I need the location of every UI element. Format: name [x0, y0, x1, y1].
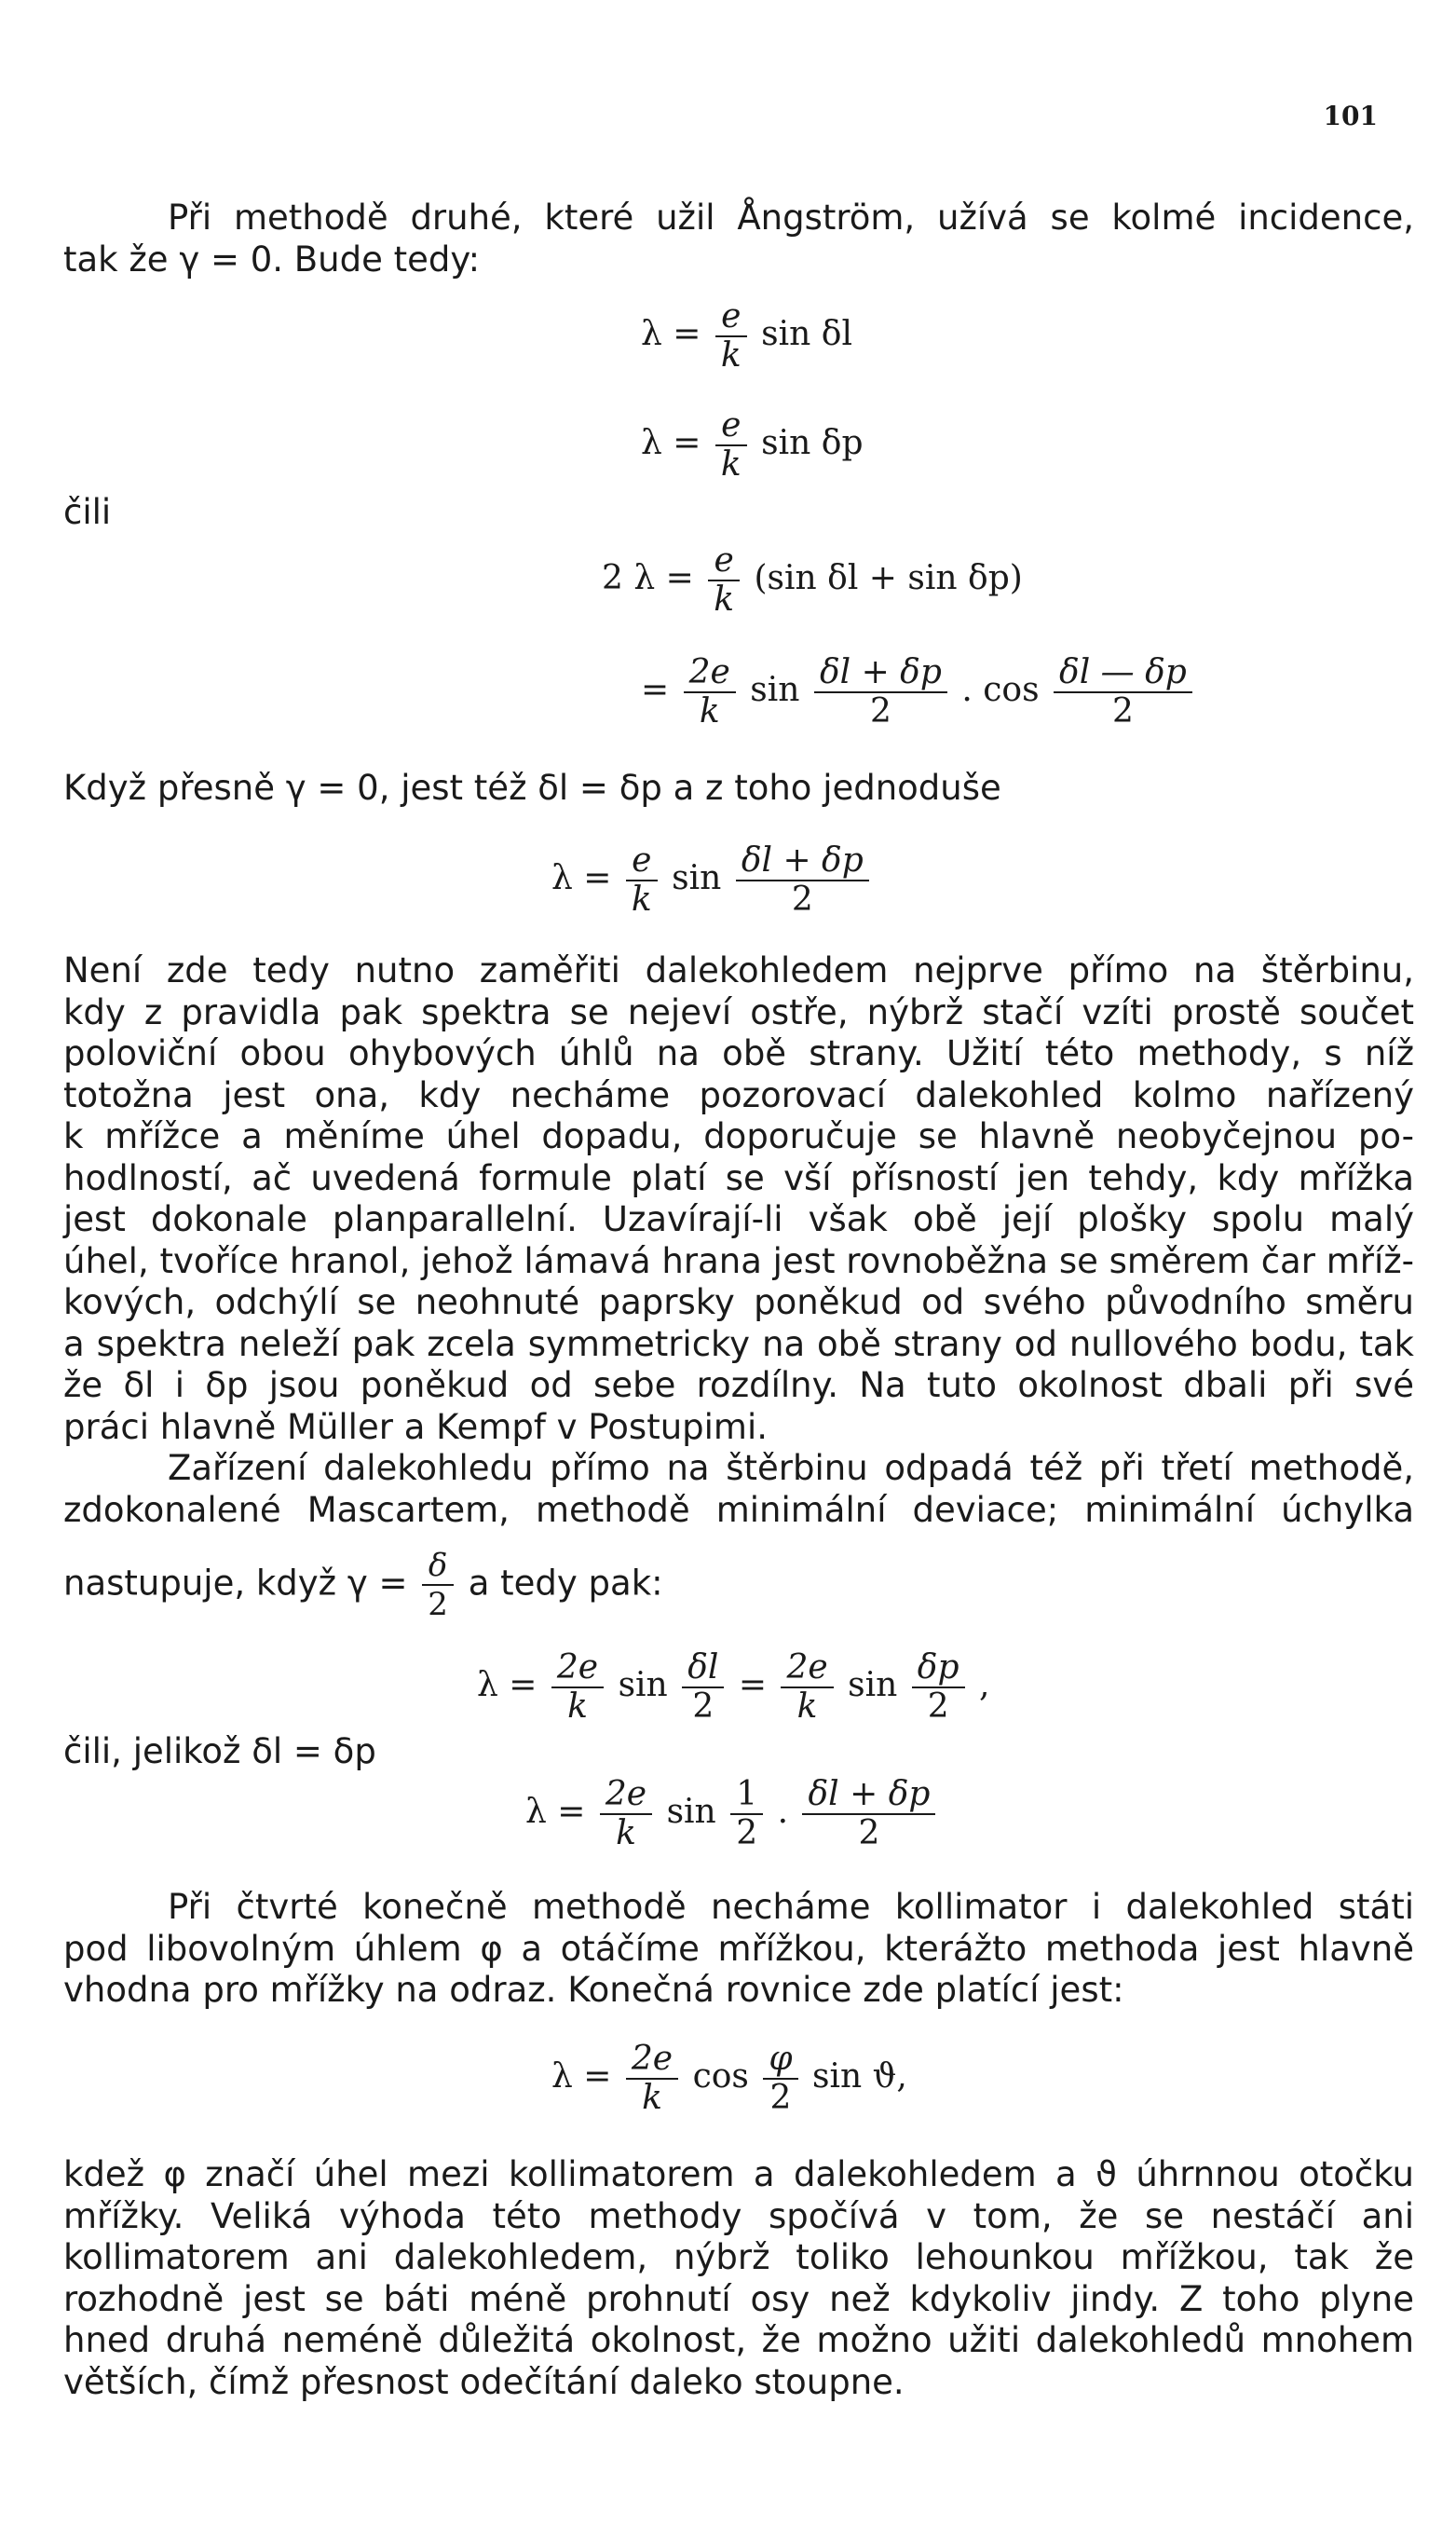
equation-5 [551, 842, 873, 919]
text-line: rozhodně jest se báti méně prohnutí osy než kdykoliv jindy. Z toho plyne [63, 2278, 1414, 2319]
sin-op: sin [618, 1666, 668, 1704]
eq-lhs: λ = [641, 315, 701, 353]
paragraph-intro [63, 198, 1414, 280]
fraction [600, 1776, 652, 1852]
text-line: jest dokonale planparallelní. Uzavírají-li však obě její plošky spolu malý [63, 1199, 1414, 1239]
denominator: k [796, 1687, 818, 1726]
eq-rest: sin δp [761, 424, 864, 462]
denominator: 2 [692, 1687, 714, 1726]
denominator: k [720, 445, 742, 484]
fraction [626, 2041, 678, 2117]
fraction [1054, 654, 1192, 731]
numerator: δ [422, 1547, 454, 1586]
denominator: k [631, 881, 652, 919]
text-line: pod libovolným úhlem φ a otáčíme mřížkou, kterážto methoda jest hlavně [63, 1928, 1414, 1969]
paragraph-simple [63, 768, 1414, 810]
fraction [814, 654, 947, 731]
eq-lhs: λ = [641, 424, 701, 462]
denominator: 2 [769, 2079, 792, 2117]
dot-op: . [777, 1793, 789, 1831]
text-segment: nastupuje, když γ = [63, 1563, 408, 1604]
text-line: a spektra neleží pak zcela symmetricky na obě strany od nullového bodu, tak [63, 1323, 1414, 1364]
text-line: kových, odchýlí se neohnuté paprsky poněkud od svého původního směru [63, 1282, 1414, 1322]
equation-7 [525, 1776, 939, 1852]
paragraph-final [63, 2154, 1414, 2403]
fraction [715, 407, 747, 484]
text-line: mřížky. Veliká výhoda této methody spočívá v tom, že se nestáčí ani [63, 2195, 1414, 2236]
numerator: φ [763, 2041, 797, 2080]
equation-3 [602, 542, 1023, 619]
fraction [708, 542, 740, 619]
denominator: k [714, 580, 735, 619]
text-line: větších, čímž přesnost odečítání daleko stoupne. [63, 2361, 905, 2402]
paragraph-fourth-method [63, 1887, 1414, 2012]
denominator: 2 [858, 1814, 880, 1852]
fraction [626, 842, 658, 919]
sin-op: sin [672, 859, 722, 897]
numerator: δl — δp [1054, 654, 1192, 693]
numerator: 2e [781, 1649, 833, 1688]
equation-2 [641, 407, 864, 484]
text-line: k mřížce a měníme úhel dopadu, doporučuje se hlavně neobyčejnou po- [63, 1116, 1414, 1156]
text-line: práci hlavně Müller a Kempf v Postupimi. [63, 1406, 769, 1447]
fraction [422, 1547, 454, 1623]
fraction [802, 1776, 935, 1852]
cos-op: cos [692, 2057, 749, 2096]
denominator: k [642, 2079, 662, 2117]
text-line: kdež φ značí úhel mezi kollimatorem a dalekohledem a ϑ úhrnnou otočku [63, 2154, 1414, 2194]
equation-6 [477, 1649, 989, 1726]
text-line: totožna jest ona, kdy necháme pozorovací dalekohled kolmo nařízený [63, 1074, 1414, 1115]
text-line: Při methodě druhé, které užil Ångström, užívá se kolmé incidence, [168, 198, 1414, 238]
eq-lhs: 2 λ = [602, 559, 694, 597]
numerator: e [715, 298, 747, 337]
equation-8 [551, 2041, 907, 2117]
text-line: Když přesně γ = 0, jest též δl = δp a z toho jednoduše [63, 768, 1001, 808]
denominator: 2 [428, 1586, 448, 1623]
denominator: k [699, 692, 720, 731]
fraction [730, 1776, 763, 1852]
text-line: Při čtvrté konečně methodě necháme kollimator i dalekohled státi [168, 1887, 1414, 1927]
label-cili-jelikoz: čili, jelikož δl = δp [63, 1731, 376, 1771]
denominator: 2 [927, 1687, 949, 1726]
equation-1 [641, 298, 852, 375]
eq-lhs: λ = [551, 859, 612, 897]
text-line: vhodna pro mřížky na odraz. Konečná rovnice zde platící jest: [63, 1970, 1124, 2010]
denominator: 2 [1111, 692, 1134, 731]
eq-lhs: λ = [477, 1666, 537, 1704]
fraction [736, 842, 869, 919]
numerator: 2e [626, 2041, 678, 2080]
eq-lhs: λ = [551, 2057, 612, 2096]
denominator: 2 [869, 692, 891, 731]
text-line: poloviční obou ohybových úhlů na obě strany. Užití této methody, s níž [63, 1033, 1414, 1073]
fraction [682, 1649, 724, 1726]
fraction [715, 298, 747, 375]
numerator: e [715, 407, 747, 446]
text-line: že δl i δp jsou poněkud od sebe rozdílny. Na tuto okolnost dbali při své [63, 1365, 1414, 1405]
numerator: 2e [600, 1776, 652, 1815]
text-line: hned druhá neméně důležitá okolnost, že možno užiti dalekohledů mnohem [63, 2320, 1414, 2360]
label-cili: čili [63, 492, 112, 532]
denominator: k [720, 336, 742, 375]
text-line: kollimatorem ani dalekohledem, nýbrž toliko lehounkou mřížkou, tak že [63, 2237, 1414, 2277]
comma: , [978, 1666, 990, 1704]
denominator: 2 [791, 881, 813, 919]
text-line: zdokonalené Mascartem, methodě minimální deviace; minimální úchylka [63, 1489, 1414, 1530]
text-line: Není zde tedy nutno zaměřiti dalekohledem nejprve přímo na štěrbinu, [63, 950, 1414, 990]
fraction [781, 1649, 833, 1726]
sin-op: sin [848, 1666, 898, 1704]
sin-op: sin [750, 671, 800, 709]
equation-4 [641, 654, 1196, 731]
denominator: k [567, 1687, 588, 1726]
text-line: tak že γ = 0. Bude tedy: [63, 239, 481, 280]
eq-lhs: = [641, 671, 670, 709]
numerator: δl + δp [802, 1776, 935, 1815]
numerator: e [626, 842, 658, 881]
eq-rest: sin ϑ, [812, 2057, 907, 2096]
cos-op: . cos [961, 671, 1040, 709]
fraction [684, 654, 736, 731]
text-line: Zařízení dalekohledu přímo na štěrbinu odpadá též při třetí methodě, [168, 1448, 1414, 1488]
equals: = [738, 1666, 768, 1704]
numerator: 1 [730, 1776, 763, 1815]
numerator: e [708, 542, 740, 581]
numerator: 2e [684, 654, 736, 693]
text-segment: a tedy pak: [468, 1563, 663, 1604]
fraction [912, 1649, 965, 1726]
denominator: 2 [736, 1814, 758, 1852]
numerator: δl + δp [814, 654, 947, 693]
denominator: k [616, 1814, 636, 1852]
fraction [551, 1649, 604, 1726]
numerator: δl [682, 1649, 724, 1688]
eq-rest: (sin δl + sin δp) [754, 559, 1023, 597]
paragraph-main [63, 950, 1414, 1531]
text-line: kdy z pravidla pak spektra se nejeví ostře, nýbrž stačí vzíti prostě součet [63, 991, 1414, 1032]
sin-op: sin [666, 1793, 716, 1831]
text-line: hodlností, ač uvedená formule platí se vší přísností jen tehdy, kdy mřížka [63, 1157, 1414, 1198]
eq-rest: sin δl [761, 315, 852, 353]
eq-lhs: λ = [525, 1793, 586, 1831]
text-line: úhel, tvoříce hranol, jehož lámavá hrana jest rovnoběžna se směrem čar mříž- [63, 1240, 1414, 1281]
paragraph-mascart [63, 1547, 1414, 1623]
page-number: 101 [1323, 101, 1378, 131]
fraction [763, 2041, 797, 2117]
numerator: δl + δp [736, 842, 869, 881]
numerator: δp [912, 1649, 965, 1688]
numerator: 2e [551, 1649, 604, 1688]
